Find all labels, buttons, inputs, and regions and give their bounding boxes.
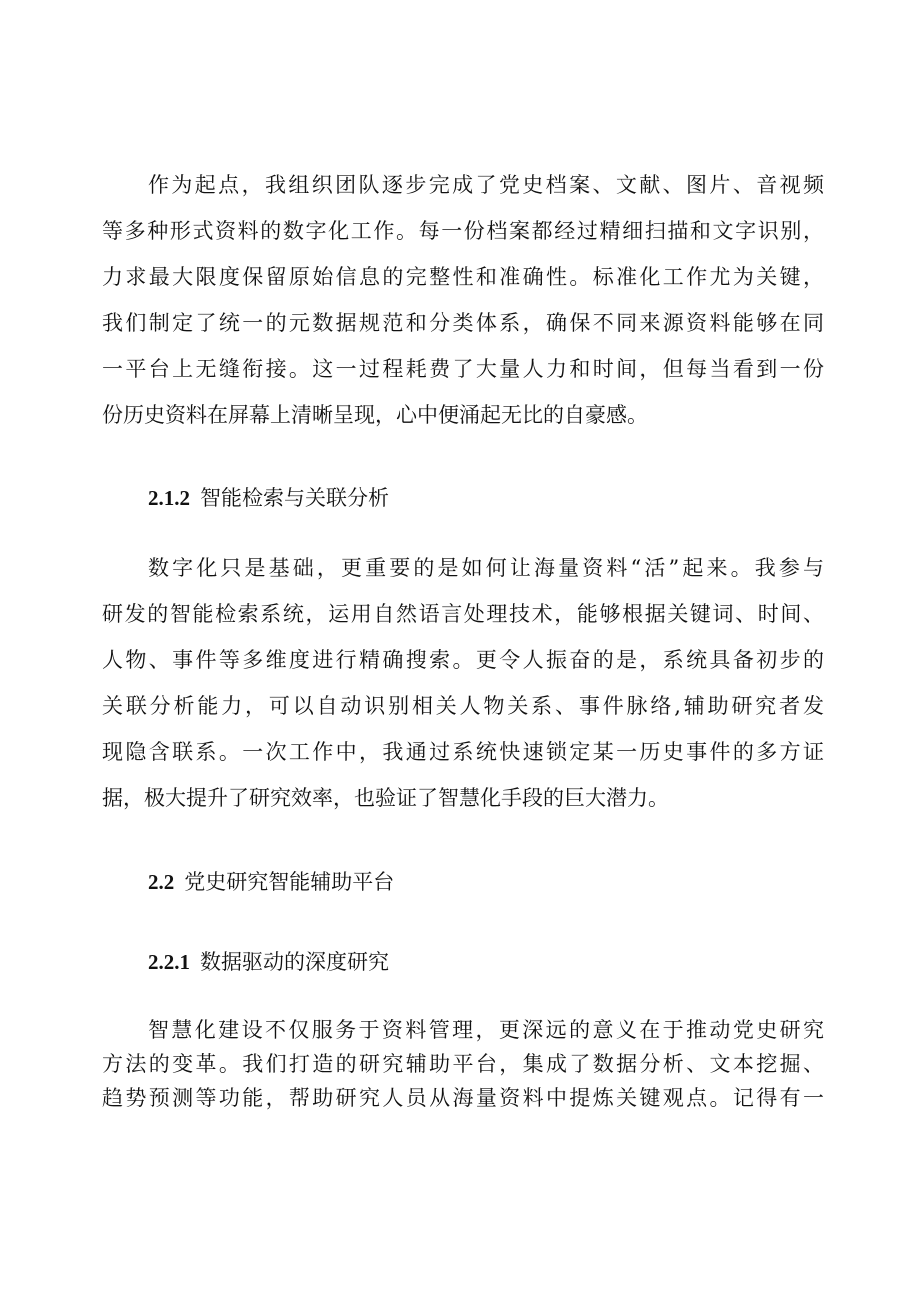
- section-number: 2.2: [148, 870, 175, 894]
- paragraph-line: 份历史资料在屏幕上清晰呈现，心中便涌起无比的自豪感。: [102, 403, 648, 427]
- paragraph-line: 作为起点，我组织团队逐步完成了党史档案、文献、图片、音视频: [148, 173, 824, 197]
- section-heading-2-2-1: [148, 950, 389, 974]
- section-title: 党史研究智能辅助平台: [184, 870, 395, 894]
- paragraph-line: 关联分析能力，可以自动识别相关人物关系、事件脉络,辅助研究者发: [102, 694, 824, 718]
- section-number: 2.2.1: [148, 950, 190, 974]
- paragraph-line: 等多种形式资料的数字化工作。每一份档案都经过精细扫描和文字识别，: [102, 219, 824, 243]
- paragraph-line: 据，极大提升了研究效率，也验证了智慧化手段的巨大潜力。: [102, 786, 669, 810]
- section-heading-2-2: [148, 870, 394, 894]
- paragraph-line: 智慧化建设不仅服务于资料管理，更深远的意义在于推动党史研究: [148, 1018, 824, 1042]
- section-title: 数据驱动的深度研究: [200, 950, 389, 974]
- paragraph-line: 人物、事件等多维度进行精确搜索。更令人振奋的是，系统具备初步的: [102, 648, 824, 672]
- section-heading-2-1-2: [148, 486, 389, 510]
- section-number: 2.1.2: [148, 486, 190, 510]
- paragraph-line: 方法的变革。我们打造的研究辅助平台，集成了数据分析、文本挖掘、: [102, 1052, 824, 1076]
- paragraph-line: 研发的智能检索系统，运用自然语言处理技术，能够根据关键词、时间、: [102, 602, 824, 626]
- paragraph-line: 一平台上无缝衔接。这一过程耗费了大量人力和时间，但每当看到一份: [102, 357, 824, 381]
- paragraph-line: 趋势预测等功能，帮助研究人员从海量资料中提炼关键观点。记得有一: [102, 1086, 824, 1110]
- paragraph-line: 现隐含联系。一次工作中，我通过系统快速锁定某一历史事件的多方证: [102, 740, 824, 764]
- paragraph-line: 我们制定了统一的元数据规范和分类体系，确保不同来源资料能够在同: [102, 311, 824, 335]
- paragraph-line: 数字化只是基础，更重要的是如何让海量资料“活”起来。我参与: [148, 556, 824, 580]
- paragraph-line: 力求最大限度保留原始信息的完整性和准确性。标准化工作尤为关键，: [102, 265, 824, 289]
- section-title: 智能检索与关联分析: [200, 486, 389, 510]
